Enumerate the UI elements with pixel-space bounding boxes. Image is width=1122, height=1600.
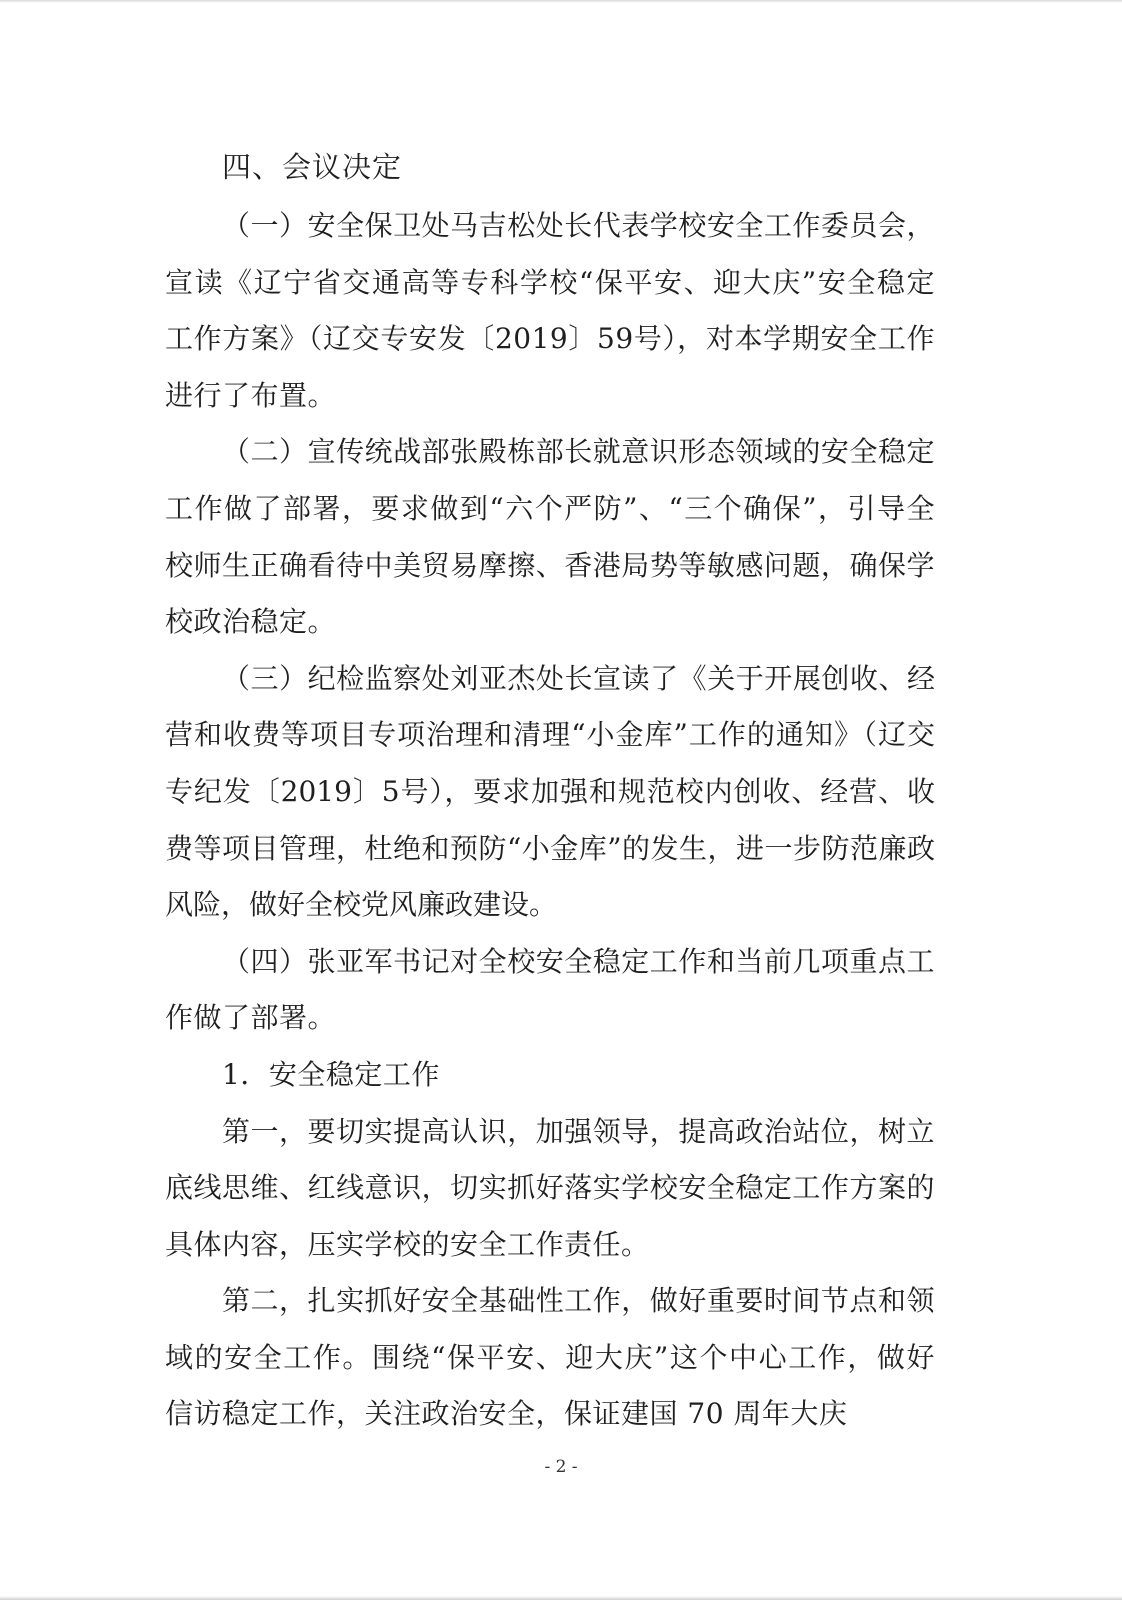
paragraph-2: （二）宣传统战部张殿栋部长就意识形态领域的安全稳定工作做了部署，要求做到“六个严防”、“三个确保”，引导全校师生正确看待中美贸易摩擦、香港局势等敏感问题，确保学校政治稳定。 [165, 435, 935, 639]
scan-edge-bottom [0, 1596, 1122, 1600]
paragraph-first-point: 第一，要切实提高认识，加强领导，提高政治站位，树立底线思维、红线意识，切实抓好落实学校安全稳定工作方案的具体内容，压实学校的安全工作责任。 [165, 1114, 935, 1261]
paragraph-1: （一）安全保卫处马吉松处长代表学校安全工作委员会，宣读《辽宁省交通高等专科学校“保平安、迎大庆”安全稳定工作方案》（辽交专安发〔2019〕59号），对本学期安全工作进行了布置。 [165, 209, 935, 412]
document-body [165, 144, 935, 1443]
scan-edge-top [0, 0, 1122, 3]
paragraph-3: （三）纪检监察处刘亚杰处长宣读了《关于开展创收、经营和收费等项目专项治理和清理“小金库”工作的通知》（辽交专纪发〔2019〕5号），要求加强和规范校内创收、经营、收费等项目管理，杜绝和预防“小金库”的发生，进一步防范廉政风险，做好全校党风廉政建设。 [165, 661, 935, 922]
section-heading: 四、会议决定 [222, 150, 403, 184]
paragraph-second-point: 第二，扎实抓好安全基础性工作，做好重要时间节点和领域的安全工作。围绕“保平安、迎大庆”这个中心工作，做好信访稳定工作，关注政治安全，保证建国 70 周年大庆 [165, 1284, 935, 1431]
page-number: - 2 - [544, 1457, 578, 1477]
subheading-safety-work: 1．安全稳定工作 [222, 1057, 440, 1091]
paragraph-4: （四）张亚军书记对全校安全稳定工作和当前几项重点工作做了部署。 [165, 944, 935, 1035]
